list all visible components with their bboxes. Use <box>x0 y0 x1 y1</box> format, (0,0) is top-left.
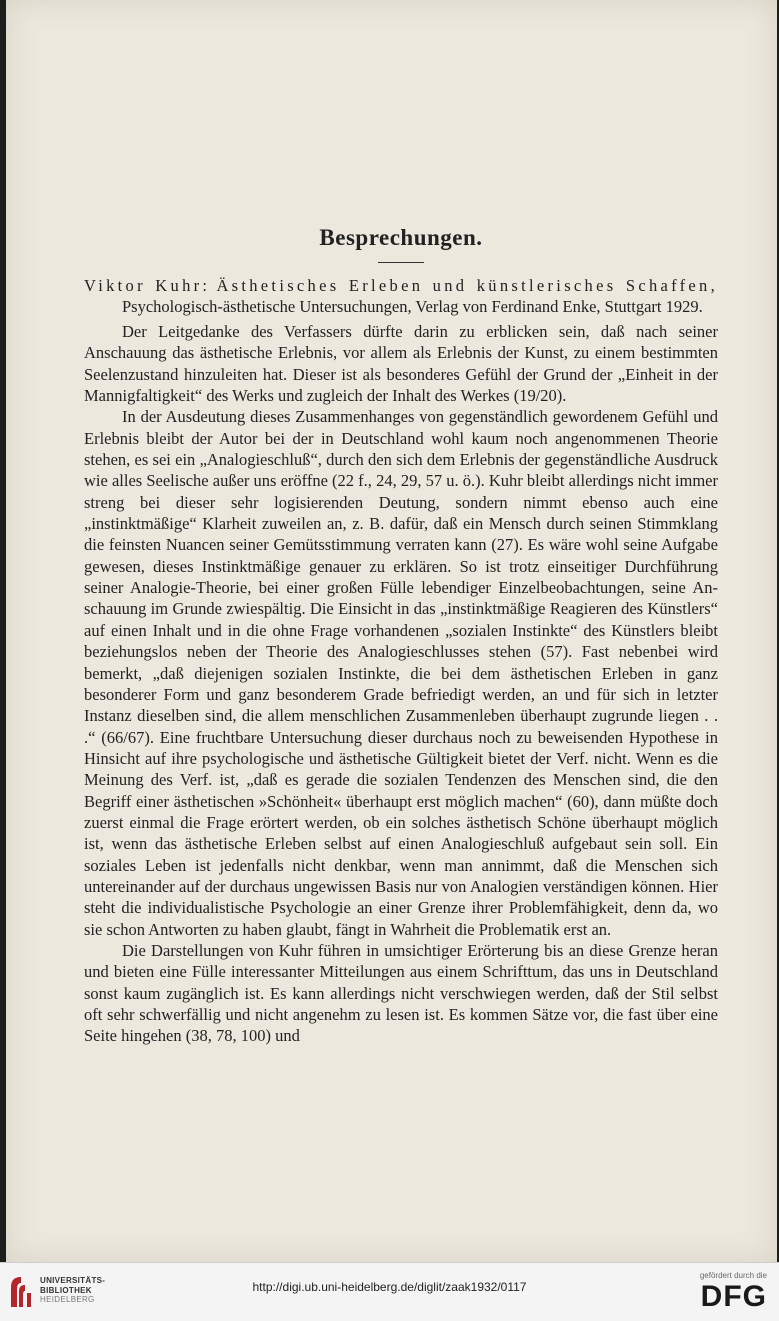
library-line-3: HEIDELBERG <box>40 1295 95 1304</box>
page-content <box>84 222 718 1047</box>
viewer-footer <box>0 1262 779 1321</box>
page-title: Besprechungen. <box>319 225 483 250</box>
review-reference <box>84 275 718 317</box>
paragraph-3: Die Darstellungen von Kuhr führen in umsichtiger Erörterung bis an diese Grenze heran und bieten eine Fülle interessanter Mitteilungen aus einem Schrifttum, das uns in Deutschland sonst kaum zugänglich ist. Es kann allerdings nicht verschwiegen werden, daß der Stil selbst oft sehr schwerfällig und nicht angenehm zu lesen ist. Es kommen Sätze vor, die fast über eine Seite hingehen (38, 78, 100) und <box>84 940 718 1046</box>
library-line-1: UNIVERSITÄTS- <box>40 1276 106 1285</box>
sponsor-block[interactable] <box>700 1271 767 1312</box>
reference-details: Psychologisch-ästhetische Untersuchungen, Verlag von Ferdinand Enke, Stuttgart 1929. <box>122 297 703 316</box>
sponsor-caption: gefördert durch die <box>699 1271 767 1280</box>
permalink-url[interactable]: http://digi.ub.uni-heidelberg.de/diglit/zaak1932/0117 <box>252 1280 527 1294</box>
library-line-2: BIBLIOTHEK <box>40 1285 92 1295</box>
reference-author: Viktor Kuhr: <box>84 276 211 295</box>
reference-work-title: Ästhetisches Erleben und künstlerisches Schaffen, <box>216 276 719 295</box>
dfg-logo: DFG <box>700 1280 767 1313</box>
book-page <box>6 0 777 1262</box>
paragraph-2: In der Ausdeutung dieses Zusammenhanges von gegenständlich gewordenem Gefühl und Erlebnis bleibt der Autor bei der in Deutschland wohl kaum noch angenommenen Theorie stehen, es sei ein „Analogieschluß“, durch den sich dem Erlebnis der gegenständliche Ausdruck wie alles Seelische außer uns eröffne (22 f., 24, 29, 57 u. ö.). Kuhr bleibt allerdings nicht immer streng bei dieser sehr logisierenden Deutung, sondern nimmt ebenso auch eine „instinktmäßige“ Klarheit zuweilen an, z. B. dafür, daß ein Mensch durch seinen Stimmklang die feinsten Nuancen seiner Gemütsstimmung verraten kann (27). Es wäre wohl seine Aufgabe gewesen, dieses Instinktmäßige genauer zu erklären. So ist trotz einseitiger Durchführung seiner Analogie-Theorie, bei einer großen Fülle lebendiger Einzelbeobachtungen, seine Anschauung im Grunde zwiespältig. Die Einsicht in das „instinktmäßige Reagieren des Künstlers“ auf einen Inhalt und in die ohne Frage vorhandenen „sozialen Instinkte“ des Künstlers bleibt beziehungslos neben der Theorie des Analogieschlusses stehen (57). Fast nebenbei wird bemerkt, „daß diejenigen sozialen Instinkte, die bei dem ästhetischen Erleben in ganz besonderer Form und ganz besonderem Grade befriedigt werden, an und für sich in letzter Instanz dieselben sind, die allem menschlichen Zusammenleben überhaupt zugrunde liegen . . .“ (66/67). Eine fruchtbare Untersuchung dieser durchaus noch zu beweisenden Hypothese in Hinsicht auf ihre psychologische und ästhetische Gültigkeit bietet der Verf. nicht. Wenn es die Meinung des Verf. ist, „daß es gerade die sozialen Tendenzen des Menschen sind, die den Begriff einer ästhetischen »Schönheit« überhaupt erst möglich machen“ (60), dann müßte doch zuerst einmal die Frage erörtert werden, ob ein solches ästhetisch Schöne überhaupt möglich ist, wenn das ästhetische Erleben selbst auf einen Analogieschluß aufgebaut sein soll. Ein soziales Leben ist jedenfalls nicht denkbar, wenn man annimmt, daß die Menschen sich untereinander auf der durchaus ungewissen Basis nur von Analogien verständigen können. Hier steht die individualistische Psychologie an einer Grenze ihrer Problemfähigkeit, denn da, wo sie schon Antworten zu haben glaubt, fängt in Wahrheit die Problematik erst an. <box>84 407 718 939</box>
title-rule <box>378 262 424 263</box>
paragraph-1: Der Leitgedanke des Verfassers dürfte darin zu erblicken sein, daß nach seiner Anschauung das ästhetische Erlebnis, vor allem als Erlebnis der Kunst, zu einem bestimmten Seelenzustand hinzuleiten hat. Dieser ist als besonderes Gefühl der Grund der „Einheit in der Mannigfaltigkeit“ des Werks und zugleich der Inhalt des Werkes (19/20). <box>84 322 718 406</box>
